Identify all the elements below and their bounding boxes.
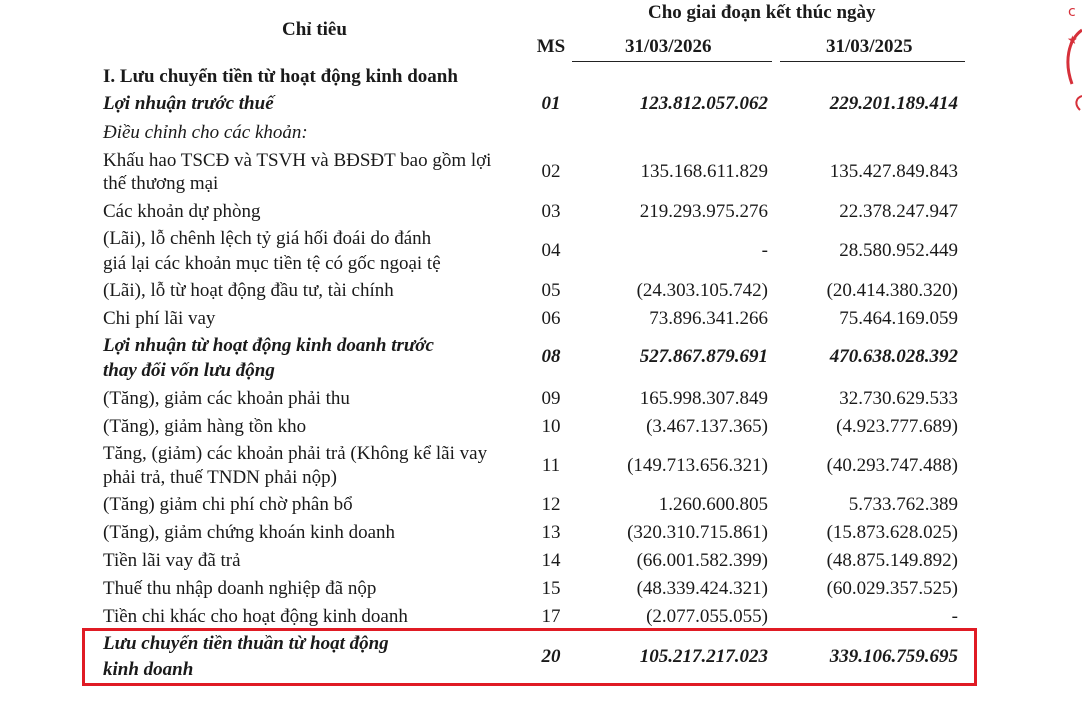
row-code: 12: [541, 494, 561, 515]
row-label: (Tăng) giảm chi phí chờ phân bổ: [103, 494, 353, 515]
row-label-continued: giá lại các khoản mục tiền tệ có gốc ngoại tệ: [103, 253, 441, 274]
row-code: 06: [541, 308, 561, 329]
svg-text:c: c: [1068, 4, 1076, 20]
row-value-2026: -: [761, 240, 768, 261]
row-value-2026: 1.260.600.805: [658, 494, 768, 515]
row-code: 08: [541, 346, 561, 367]
svg-text:★: ★: [1067, 33, 1078, 47]
row-code: 05: [541, 280, 561, 301]
row-code: 09: [541, 388, 561, 409]
row-value-2025: (48.875.149.892): [826, 550, 958, 571]
row-value-2026: (66.001.582.399): [636, 550, 768, 571]
row-value-2025: 229.201.189.414: [829, 93, 958, 114]
row-value-2025: 22.378.247.947: [839, 201, 958, 222]
stamp-fragment-icon: [1058, 0, 1082, 160]
row-value-2025: (4.923.777.689): [836, 416, 958, 437]
row-code: 04: [541, 240, 561, 261]
row-code: 02: [541, 161, 561, 182]
row-label: Tiền lãi vay đã trả: [103, 550, 241, 571]
row-value-2026: (2.077.055.055): [646, 606, 768, 627]
row-code: 10: [541, 416, 561, 437]
row-label: Khấu hao TSCĐ và TSVH và BĐSĐT bao gồm lợi: [103, 150, 492, 171]
row-code: 20: [541, 646, 561, 667]
row-label-continued: kinh doanh: [103, 659, 194, 680]
row-label: Tăng, (giảm) các khoản phải trả (Không kể lãi vay: [103, 443, 488, 464]
code-header: MS: [536, 36, 566, 57]
row-value-2025: 5.733.762.389: [848, 494, 958, 515]
row-label: (Tăng), giảm hàng tồn kho: [103, 416, 307, 437]
row-label-continued: thay đổi vốn lưu động: [103, 360, 275, 381]
column-header-2025: 31/03/2025: [826, 36, 913, 57]
row-code: 01: [541, 93, 561, 114]
row-value-2026: 123.812.057.062: [639, 93, 768, 114]
row-value-2026: (320.310.715.861): [627, 522, 768, 543]
row-label: (Tăng), giảm các khoản phải thu: [103, 388, 350, 409]
row-label: Chi phí lãi vay: [103, 308, 216, 329]
row-code: 17: [541, 606, 561, 627]
row-label: (Tăng), giảm chứng khoán kinh doanh: [103, 522, 396, 543]
row-value-2026: (3.467.137.365): [646, 416, 768, 437]
row-value-2025: 32.730.629.533: [839, 388, 958, 409]
row-value-2026: (48.339.424.321): [636, 578, 768, 599]
row-value-2026: 527.867.879.691: [639, 346, 768, 367]
row-label: (Lãi), lỗ chênh lệch tỷ giá hối đoái do đánh: [103, 228, 432, 249]
indicator-header: Chỉ tiêu: [282, 19, 347, 40]
row-code: 13: [541, 522, 561, 543]
row-value-2025: 339.106.759.695: [829, 646, 958, 667]
row-value-2026: 73.896.341.266: [649, 308, 768, 329]
column-header-2026: 31/03/2026: [625, 36, 712, 57]
section-title: I. Lưu chuyển tiền từ hoạt động kinh doanh: [103, 66, 458, 87]
row-value-2026: 105.217.217.023: [639, 646, 768, 667]
row-value-2025: 135.427.849.843: [829, 161, 958, 182]
row-value-2026: 219.293.975.276: [639, 201, 768, 222]
row-value-2026: (149.713.656.321): [627, 455, 768, 476]
row-value-2025: (15.873.628.025): [826, 522, 958, 543]
row-code: 11: [541, 455, 561, 476]
row-label: Thuế thu nhập doanh nghiệp đã nộp: [103, 578, 377, 599]
row-value-2026: (24.303.105.742): [636, 280, 768, 301]
row-value-2025: 75.464.169.059: [839, 308, 958, 329]
period-caption: Cho giai đoạn kết thúc ngày: [648, 2, 876, 23]
row-value-2025: (60.029.357.525): [826, 578, 958, 599]
row-code: 03: [541, 201, 561, 222]
row-label: Lợi nhuận trước thuế: [103, 93, 274, 114]
row-label: (Lãi), lỗ từ hoạt động đầu tư, tài chính: [103, 280, 394, 301]
row-label-continued: thế thương mại: [103, 173, 219, 194]
row-value-2025: (40.293.747.488): [826, 455, 958, 476]
row-value-2025: 28.580.952.449: [839, 240, 958, 261]
header-underline-2025: [780, 61, 965, 62]
row-code: 14: [541, 550, 561, 571]
row-value-2026: 165.998.307.849: [639, 388, 768, 409]
row-label-continued: phải trả, thuế TNDN phải nộp): [103, 467, 337, 488]
row-value-2025: 470.638.028.392: [829, 346, 958, 367]
row-code: 15: [541, 578, 561, 599]
row-label: Lợi nhuận từ hoạt động kinh doanh trước: [103, 335, 434, 356]
row-value-2025: (20.414.380.320): [826, 280, 958, 301]
row-value-2026: 135.168.611.829: [640, 161, 768, 182]
row-label: Tiền chi khác cho hoạt động kinh doanh: [103, 606, 408, 627]
row-label: Điều chỉnh cho các khoản:: [103, 122, 308, 143]
row-label: Lưu chuyển tiền thuần từ hoạt động: [103, 633, 389, 654]
row-value-2025: -: [951, 606, 958, 627]
header-underline-2026: [572, 61, 772, 62]
row-label: Các khoản dự phòng: [103, 201, 261, 222]
